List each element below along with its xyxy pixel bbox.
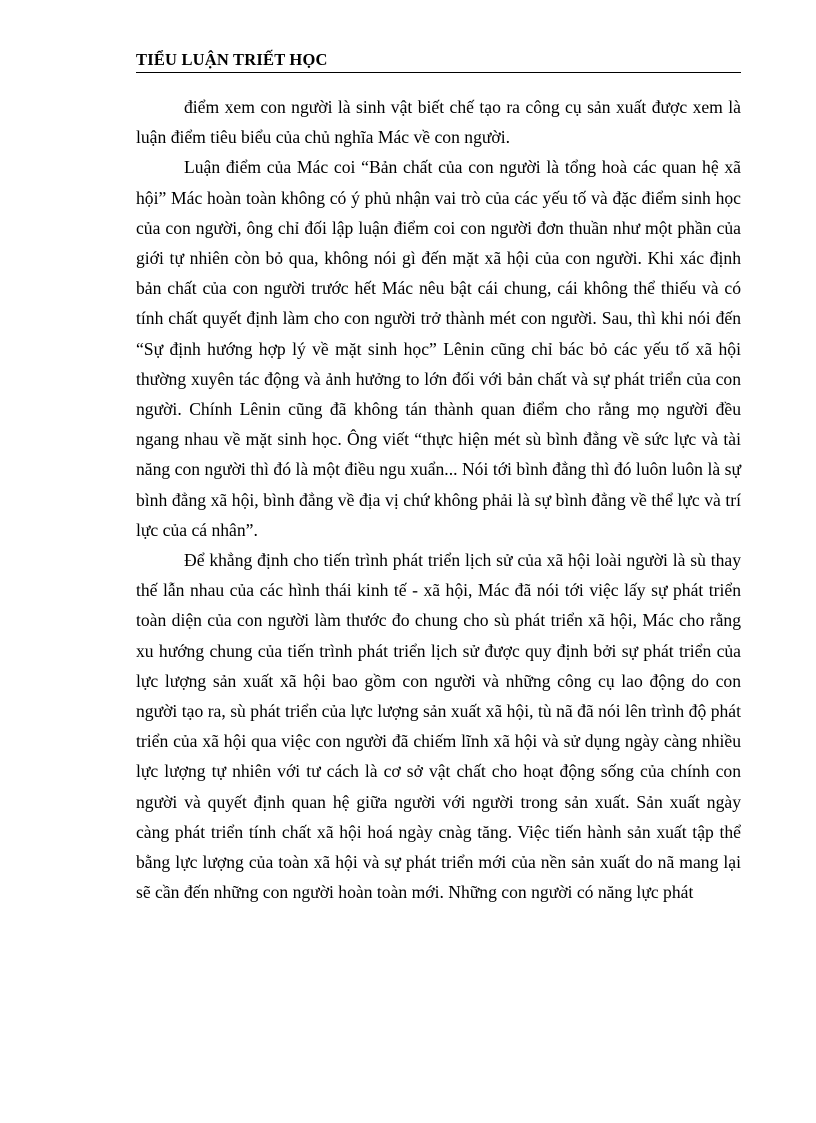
paragraph-1: điểm xem con người là sinh vật biết chế tạo ra công cụ sản xuất được xem là luận điểm tiêu biểu của chủ nghĩa Mác về con người. xyxy=(136,97,741,148)
paragraph-3: Để khẳng định cho tiến trình phát triển lịch sử của xã hội loài người là sù thay thế lẫn nhau của các hình thái kinh tế - xã hội, Mác đã nói tới việc lấy sự phát triển toàn diện của con người làm thước đo chung cho sù phát triển xã hội, Mác cho rằng xu hướng chung của tiến trình phát triển lịch sử được quy định bởi sự phát triển của lực lượng sản xuất xã hội bao gồm con người và những công cụ lao động do con người tạo ra, sù phát triển của lực lượng sản xuất xã hội, tù nã đã nói lên trình độ phát triển của xã hội qua việc con người đã chiếm lĩnh xã hội và sử dụng ngày càng nhiều lực lượng tự nhiên với tư cách là cơ sở vật chất cho hoạt động sống của chính con người và quyết định quan hệ giữa người với người trong sản xuất. Sản xuất ngày càng phát triển tính chất xã hội hoá ngày cnàg tăng. Việc tiến hành sản xuất tập thể bằng lực lượng của toàn xã hội và sự phát triển mới của nền sản xuất do nã mang lại sẽ cần đến những con người hoàn toàn mới. Những con người có năng lực phát xyxy=(136,550,741,903)
page-header xyxy=(136,50,741,73)
paragraph-2: Luận điểm của Mác coi “Bản chất của con người là tổng hoà các quan hệ xã hội” Mác hoàn toàn không có ý phủ nhận vai trò của các yếu tố và đặc điểm sinh học của con người, ông chỉ đối lập luận điểm coi con người đơn thuần như một phần của giới tự nhiên còn bỏ qua, không nói gì đến mặt xã hội của con người. Khi xác định bản chất của con người trước hết Mác nêu bật cái chung, cái không thể thiếu và có tính chất quyết định làm cho con người trở thành mét con người. Sau, thì khi nói đến “Sự định hướng hợp lý về mặt sinh học” Lênin cũng chỉ bác bỏ các yếu tố xã hội thường xuyên tác động và ảnh hưởng to lớn đối với bản chất và sự phát triển của con người. Chính Lênin cũng đã không tán thành quan điểm cho rằng mọ người đều ngang nhau về mặt sinh học. Ông viết “thực hiện mét sù bình đẳng về sức lực và tài năng con người thì đó là một điều ngu xuẩn... Nói tới bình đẳng thì đó luôn luôn là sự bình đẳng xã hội, bình đẳng về địa vị chứ không phải là sự bình đẳng về thể lực và trí lực của cá nhân”. xyxy=(136,157,741,540)
document-body xyxy=(136,92,741,907)
header-title: TIỂU LUẬN TRIẾT HỌC xyxy=(136,50,328,69)
